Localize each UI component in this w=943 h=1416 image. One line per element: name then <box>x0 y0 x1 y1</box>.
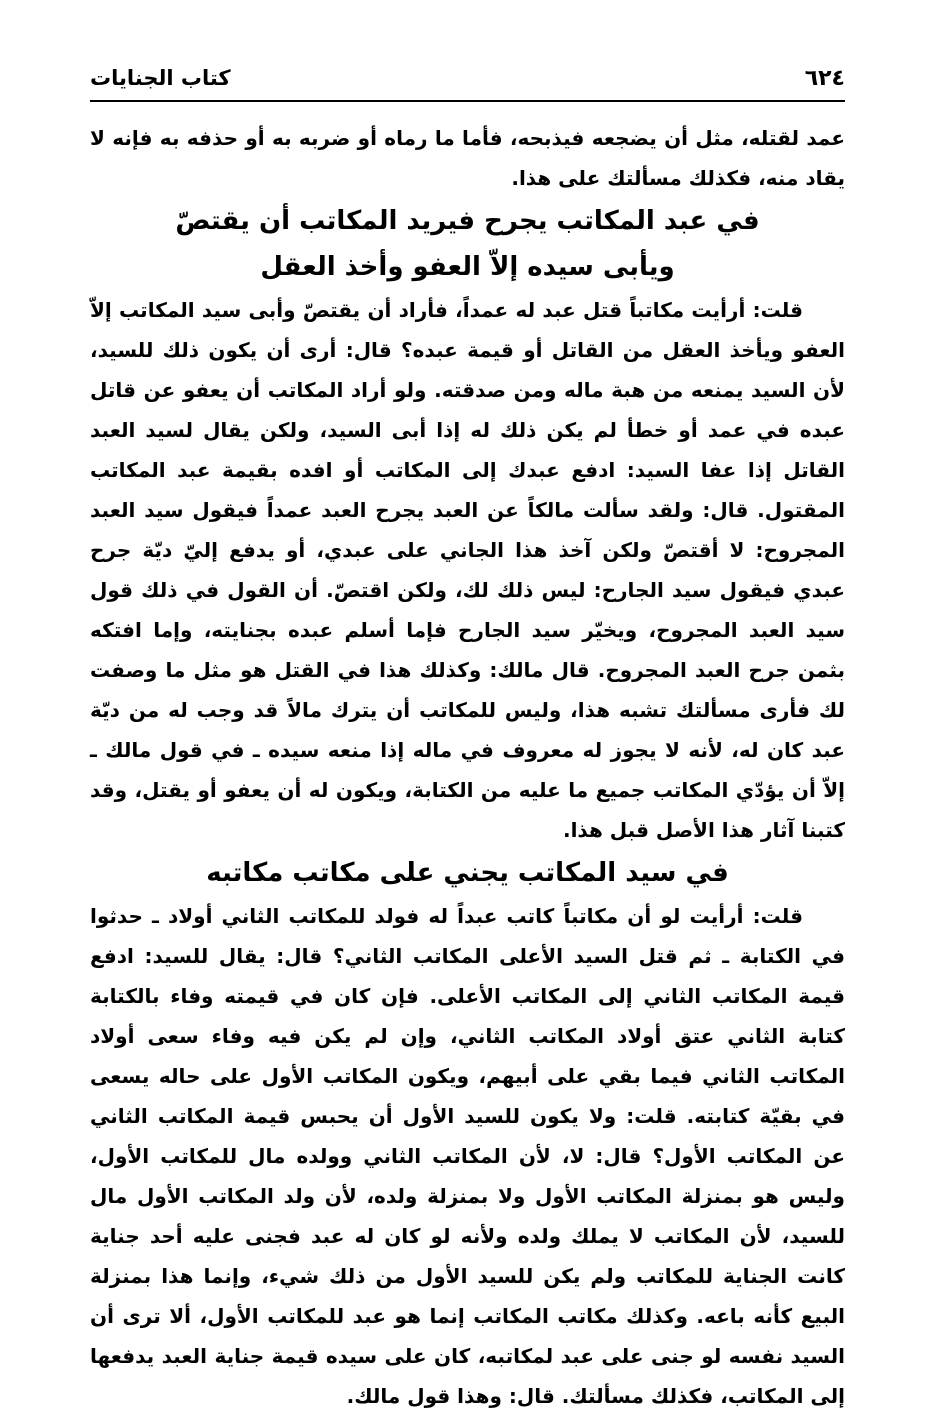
section-heading-line-1: في عبد المكاتب يجرح فيريد المكاتب أن يقتصّ <box>175 206 760 236</box>
section-heading: في سيد المكاتب يجني على مكاتب مكاتبه <box>206 858 729 888</box>
page-number: ٦٢٤ <box>804 66 845 91</box>
section-heading-line-2: ويأبى سيده إلاّ العفو وأخذ العقل <box>260 252 675 282</box>
page-header <box>90 60 845 102</box>
page-body <box>90 118 845 1416</box>
section-paragraph: قلت: أرأيت لو أن مكاتباً كاتب عبداً له فولد للمكاتب الثاني أولاد ـ حدثوا في الكتابة ـ ثم قتل السيد الأعلى المكاتب الثاني؟ قال: يقال للسيد: ادفع قيمة المكاتب الثاني إلى المكاتب الأعلى. فإن كان في قيمته وفاء بالكتابة كتابة الثاني عتق أولاد المكاتب الثاني، وإن لم يكن فيه وفاء سعى أولاد المكاتب الثاني فيما بقي على أبيهم، ويكون المكاتب الأول على حاله يسعى في بقيّة كتابته. قلت: ولا يكون للسيد الأول أن يحبس قيمة المكاتب الثاني عن المكاتب الأول؟ قال: لا، لأن المكاتب الثاني وولده مال للمكاتب الأول، وليس هو بمنزلة المكاتب الأول ولا بمنزلة ولده، لأن ولد المكاتب الأول مال للسيد، لأن المكاتب لا يملك ولده ولأنه لو كان له عبد فجنى عليه أحد جناية كانت الجناية للمكاتب ولم يكن للسيد الأول من ذلك شيء، وإنما هذا بمنزلة البيع كأنه باعه. وكذلك مكاتب المكاتب إنما هو عبد للمكاتب الأول، ألا ترى أن السيد نفسه لو جنى على عبد لمكاتبه، كان على سيده قيمة جناية العبد يدفعها إلى المكاتب، فكذلك مسألتك. قال: وهذا قول مالك. <box>90 904 845 1408</box>
running-title: كتاب الجنايات <box>90 66 231 90</box>
section-paragraph: قلت: أرأيت مكاتباً قتل عبد له عمداً، فأراد أن يقتصّ وأبى سيد المكاتب إلاّ العفو ويأخذ العقل من القاتل أو قيمة عبده؟ قال: أرى أن يكون ذلك للسيد، لأن السيد يمنعه من هبة ماله ومن صدقته. ولو أراد المكاتب أن يعفو عن قاتل عبده في عمد أو خطأ لم يكن ذلك له إذا أبى السيد، ولكن يقال لسيد العبد القاتل إذا عفا السيد: ادفع عبدك إلى المكاتب أو افده بقيمة عبد المكاتب المقتول. قال: ولقد سألت مالكاً عن العبد يجرح العبد عمداً فيقول سيد العبد المجروح: لا أقتصّ ولكن آخذ هذا الجاني على عبدي، أو يدفع إليّ ديّة جرح عبدي فيقول سيد الجارح: ليس ذلك لك، ولكن اقتصّ. أن القول في ذلك قول سيد العبد المجروح، ويخيّر سيد الجارح فإما أسلم عبده بجنايته، وإما افتكه بثمن جرح العبد المجروح. قال مالك: وكذلك هذا في القتل هو مثل ما وصفت لك فأرى مسألتك تشبه هذا، وليس للمكاتب أن يترك مالاً قد وجب له من ديّة عبد كان له، لأنه لا يجوز له معروف في ماله إذا منعه سيده ـ في قول مالك ـ إلاّ أن يؤدّي المكاتب جميع ما عليه من الكتابة، ويكون له أن يعفو أو يقتل، وقد كتبنا آثار هذا الأصل قبل هذا. <box>90 298 845 842</box>
intro-paragraph: عمد لقتله، مثل أن يضجعه فيذبحه، فأما ما رماه أو ضربه به أو حذفه به فإنه لا يقاد منه، فكذلك مسألتك على هذا. <box>90 126 845 190</box>
